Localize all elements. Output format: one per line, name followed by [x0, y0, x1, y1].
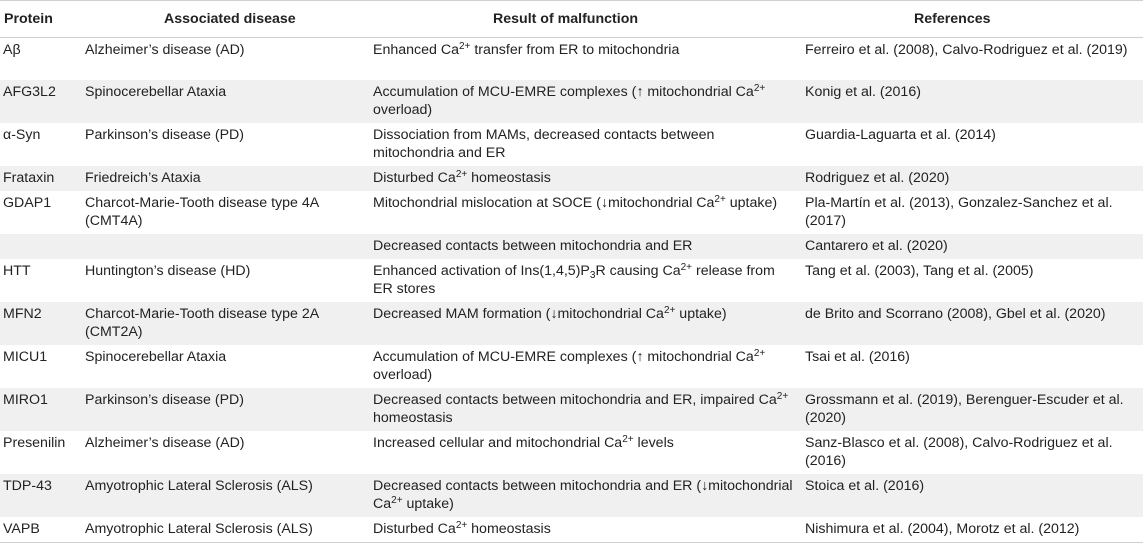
protein-cell	[0, 234, 81, 259]
protein-cell: MIRO1	[0, 388, 81, 431]
disease-cell: Huntington’s disease (HD)	[85, 262, 251, 279]
result-cell: Decreased contacts between mitochondria and ER (↓mitochondrial $Ca^{2+}$ uptake)	[369, 474, 799, 517]
result-cell: Accumulation of MCU-EMRE complexes (↑ mitochondrial $Ca^{2+}$ overload)	[369, 80, 799, 123]
disease-cell: Parkinson’s disease (PD)	[81, 388, 369, 431]
references-cell: Nishimura et al. (2004), Morotz et al. (2012)	[799, 517, 1143, 543]
table-row	[0, 191, 1143, 234]
references-cell: Ferreiro et al. (2008), Calvo-Rodriguez et al. (2019)	[805, 42, 1128, 58]
result-cell: Decreased contacts between mitochondria and ER, impaired $Ca^{2+}$ homeostasis	[369, 388, 799, 431]
header-associated-disease: Associated disease	[81, 1, 369, 38]
disease-cell: Amyotrophic Lateral Sclerosis (ALS)	[81, 517, 369, 543]
table-row	[0, 123, 1143, 166]
disease-cell: Charcot-Marie-Tooth disease type 2A (CMT2A)	[81, 302, 369, 345]
protein-cell: GDAP1	[3, 194, 52, 211]
table-row	[0, 517, 1143, 543]
protein-cell: MICU1	[3, 348, 48, 365]
result-cell: Dissociation from MAMs, decreased contacts between mitochondria and ER	[373, 126, 715, 161]
table-row	[0, 431, 1143, 474]
disease-cell: Alzheimer’s disease (AD)	[85, 434, 245, 451]
result-cell: Decreased MAM formation (↓mitochondrial $Ca^{2+}$ uptake)	[369, 302, 799, 345]
table-row	[0, 80, 1143, 123]
table-row	[0, 302, 1143, 345]
protein-cell: Presenilin	[3, 434, 66, 451]
result-cell: Mitochondrial mislocation at SOCE (↓mitochondrial $Ca^{2+}$ uptake)	[373, 193, 778, 211]
disease-cell: Charcot-Marie-Tooth disease type 4A (CMT4A)	[85, 194, 319, 229]
result-cell: Disturbed $Ca^{2+}$ homeostasis	[369, 517, 799, 543]
disease-cell: Parkinson’s disease (PD)	[85, 126, 245, 143]
result-cell: Enhanced $Ca^{2+}$ transfer from ER to mitochondria	[373, 41, 680, 58]
protein-cell: Frataxin	[0, 166, 81, 191]
header-protein: Protein	[0, 1, 81, 38]
header-references: References	[799, 1, 1143, 38]
result-cell: Disturbed $Ca^{2+}$ homeostasis	[369, 166, 799, 191]
disease-cell: Spinocerebellar Ataxia	[81, 80, 369, 123]
table-header	[0, 1, 1143, 38]
protein-cell: α-Syn	[3, 126, 41, 143]
header-result-of-malfunction: Result of malfunction	[369, 1, 799, 38]
references-cell: Rodriguez et al. (2020)	[799, 166, 1143, 191]
references-cell: Tang et al. (2003), Tang et al. (2005)	[805, 262, 1034, 279]
references-cell: Sanz-Blasco et al. (2008), Calvo-Rodriguez et al. (2016)	[805, 434, 1113, 469]
table-row	[0, 234, 1143, 259]
table-body	[0, 38, 1143, 543]
result-cell: Enhanced activation of $Ins(1,4,5)P_3R$ causing $Ca^{2+}$ release from ER stores	[373, 261, 775, 297]
disease-cell: Alzheimer’s disease (AD)	[85, 42, 245, 58]
result-cell: Decreased contacts between mitochondria and ER	[369, 234, 799, 259]
protein-cell: Aβ	[3, 42, 21, 58]
protein-cell: VAPB	[0, 517, 81, 543]
protein-cell: HTT	[3, 262, 31, 279]
references-cell: Pla-Martín et al. (2013), Gonzalez-Sanchez et al. (2017)	[805, 194, 1113, 229]
table-row	[0, 38, 1143, 80]
result-cell: Accumulation of MCU-EMRE complexes (↑ mitochondrial $Ca^{2+}$ overload)	[373, 347, 766, 383]
table-row	[0, 474, 1143, 517]
references-cell: Guardia-Laguarta et al. (2014)	[805, 126, 996, 143]
references-cell: Tsai et al. (2016)	[805, 348, 910, 365]
references-cell: Grossmann et al. (2019), Berenguer-Escuder et al. (2020)	[799, 388, 1143, 431]
references-cell: de Brito and Scorrano (2008), Gbel et al. (2020)	[799, 302, 1143, 345]
protein-cell: TDP-43	[0, 474, 81, 517]
protein-cell: AFG3L2	[0, 80, 81, 123]
table-row	[0, 345, 1143, 388]
disease-cell: Amyotrophic Lateral Sclerosis (ALS)	[81, 474, 369, 517]
header-row	[0, 1, 1143, 38]
result-cell: Increased cellular and mitochondrial $Ca^{2+}$ levels	[373, 433, 674, 451]
table-row	[0, 166, 1143, 191]
references-cell: Stoica et al. (2016)	[799, 474, 1143, 517]
disease-cell	[81, 234, 369, 259]
disease-cell: Spinocerebellar Ataxia	[85, 348, 227, 365]
protein-cell: MFN2	[0, 302, 81, 345]
references-cell: Konig et al. (2016)	[799, 80, 1143, 123]
disease-cell: Friedreich’s Ataxia	[81, 166, 369, 191]
table-row	[0, 259, 1143, 302]
table-row	[0, 388, 1143, 431]
references-cell: Cantarero et al. (2020)	[799, 234, 1143, 259]
